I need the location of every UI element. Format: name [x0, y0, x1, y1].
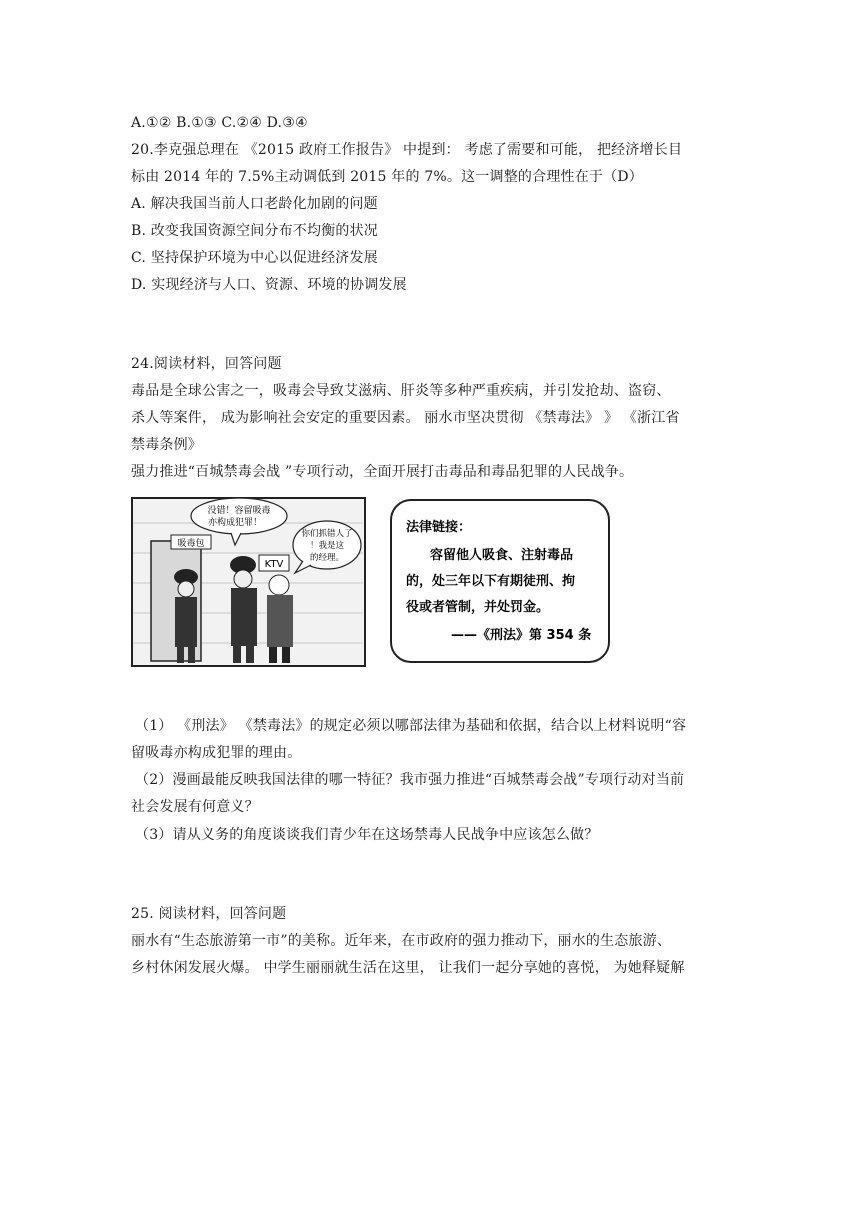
bubble-police-line2: 亦构成犯罪！: [207, 518, 263, 528]
bubble-manager-line1: 你们抓错人了: [301, 529, 353, 539]
line-15: 社会发展有何意义？: [131, 799, 259, 815]
line-1: 20.李克强总理在 《2015 政府工作报告》 中提到： 考虑了需要和可能， 把经济增长目: [131, 142, 683, 158]
line-8: 毒品是全球公害之一，吸毒会导致艾滋病、肝炎等多种严重疾病，并引发抢劫、盗窃、: [131, 383, 671, 399]
line-9: 杀人等案件， 成为影响社会安定的重要因素。 丽水市坚决贯彻 《禁毒法》 》 《浙江省: [131, 410, 680, 426]
line-3: A. 解决我国当前人口老龄化加剧的问题: [131, 196, 378, 212]
line-14: （2）漫画最能反映我国法律的哪一特征？我市强力推进“百城禁毒会战”专项行动对当前: [135, 772, 685, 788]
law-link-title: 法律链接：: [406, 520, 472, 535]
law-link-source: ——《刑法》第 354 条: [451, 628, 592, 643]
anti-drug-cartoon: [132, 498, 365, 666]
bubble-police-line1: 没错！容留吸毒: [207, 506, 271, 516]
line-4: B. 改变我国资源空间分布不均衡的状况: [131, 223, 378, 239]
law-link-line-1: 容留他人吸食、注射毒品: [430, 548, 574, 563]
bubble-manager-line3: 的经理。: [309, 553, 345, 563]
line-5: C. 坚持保护环境为中心以促进经济发展: [131, 250, 378, 266]
law-link-line-2: 的，处三年以下有期徒刑、拘: [406, 574, 576, 589]
line-11: 强力推进“百城禁毒会战 ”专项行动，全面开展打击毒品和毒品犯罪的人民战争。: [131, 464, 634, 480]
line-16: （3）请从义务的角度谈谈我们青少年在这场禁毒人民战争中应该怎么做？: [135, 827, 599, 843]
ktv-sign-text: KTV: [264, 559, 284, 570]
figure-group: [131, 493, 611, 671]
line-12: （1） 《刑法》 《禁毒法》的规定必须以哪部法律为基础和依据，结合以上材料说明“容: [135, 718, 687, 734]
line-17: 25. 阅读材料，回答问题: [131, 906, 287, 922]
law-link-line-3: 役或者管制，并处罚金。: [406, 600, 550, 615]
line-10: 禁毒条例》: [131, 437, 202, 453]
door-sign-text: 吸毒包: [177, 539, 205, 549]
line-18: 丽水有“生态旅游第一市”的美称。近年来，在市政府的强力推动下，丽水的生态旅游、: [131, 933, 672, 949]
line-0: A.①② B.①③ C.②④ D.③④: [131, 115, 308, 131]
bubble-manager-line2: ！我是这: [309, 541, 345, 551]
line-7: 24.阅读材料，回答问题: [131, 356, 282, 372]
line-2: 标由 2014 年的 7.5%主动调低到 2015 年的 7%。这一调整的合理性在于（D）: [131, 169, 643, 185]
line-6: D. 实现经济与人口、资源、环境的协调发展: [131, 277, 407, 293]
line-19: 乡村休闲发展火爆。 中学生丽丽就生活在这里， 让我们一起分享她的喜悦， 为她释疑解: [131, 960, 685, 976]
line-13: 留吸毒亦构成犯罪的理由。: [131, 745, 302, 761]
law-link-box: [391, 500, 609, 662]
